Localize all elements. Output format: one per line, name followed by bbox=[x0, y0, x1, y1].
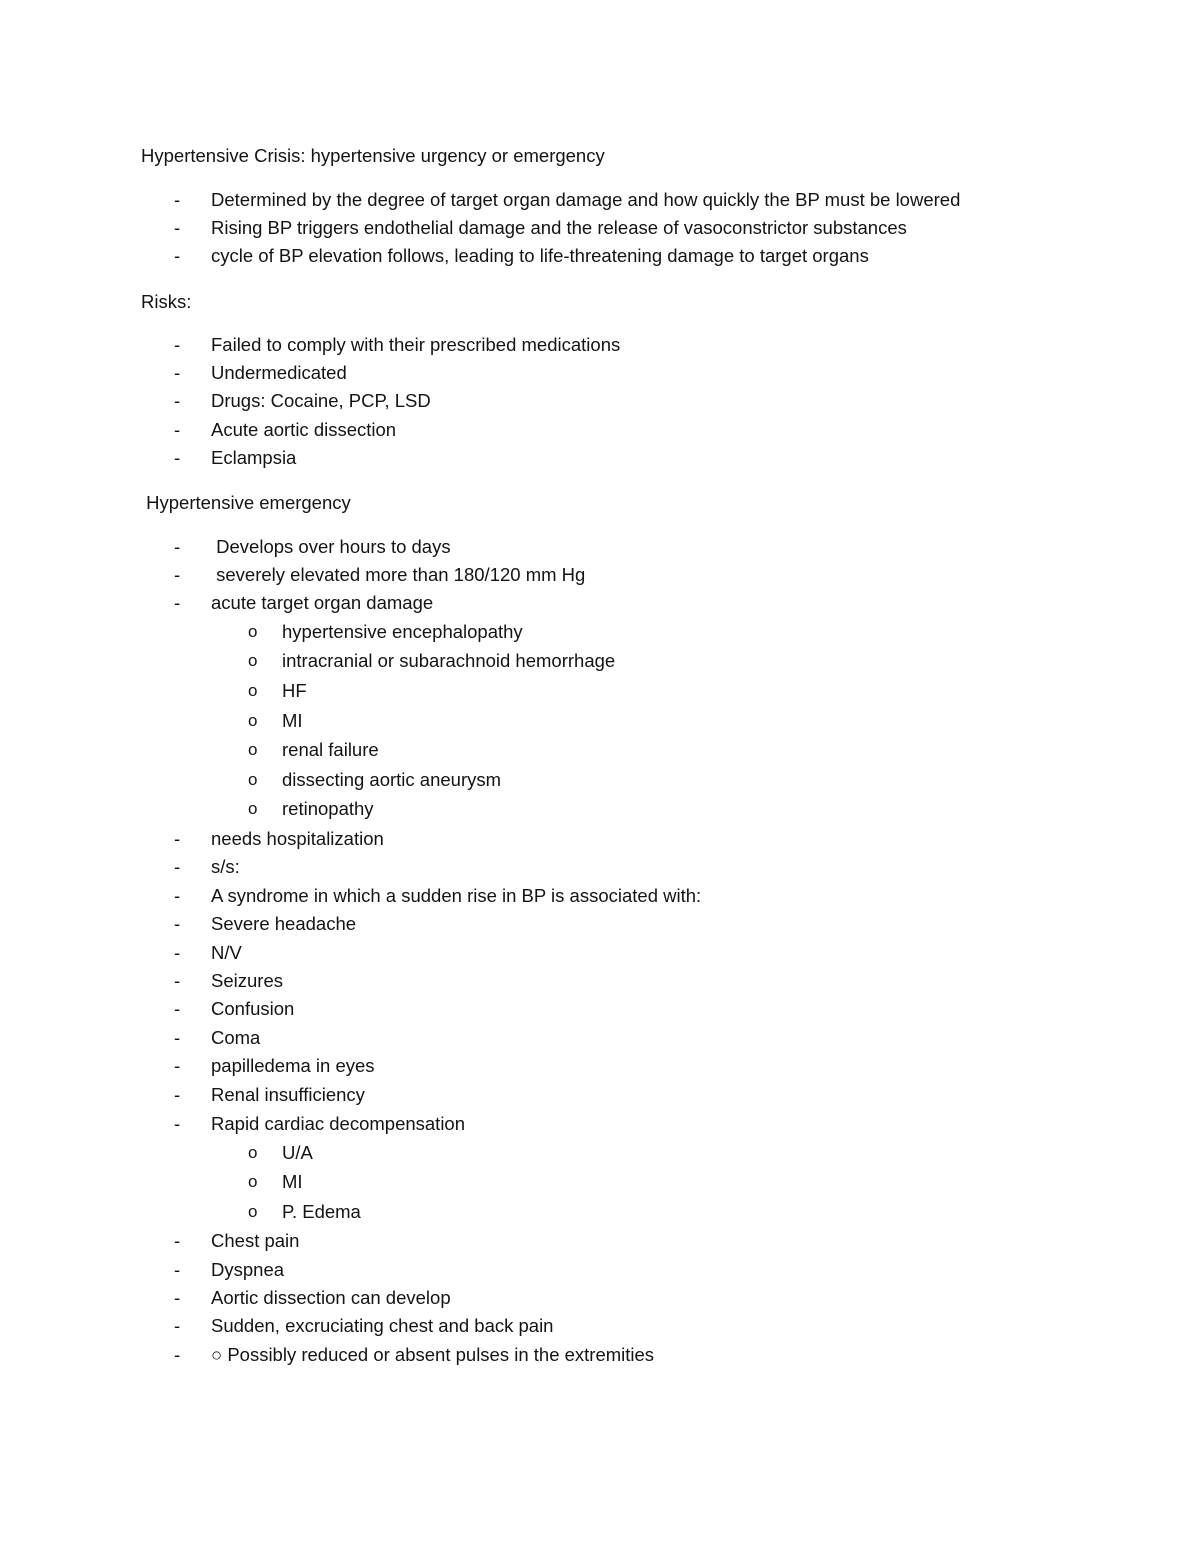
list-item-text: Dyspnea bbox=[211, 1259, 285, 1280]
dash-bullet: - bbox=[174, 217, 181, 238]
list-item-text: Sudden, excruciating chest and back pain bbox=[211, 1315, 554, 1336]
list-item-text: Chest pain bbox=[211, 1230, 300, 1251]
heading-hypertensive-crisis: Hypertensive Crisis: hypertensive urgency or emergency bbox=[141, 145, 605, 166]
dash-bullet: - bbox=[174, 189, 181, 210]
dash-bullet: - bbox=[174, 334, 181, 355]
circle-bullet: o bbox=[248, 711, 258, 730]
circle-bullet: o bbox=[248, 799, 258, 818]
list-item-text: severely elevated more than 180/120 mm Hg bbox=[211, 564, 586, 585]
dash-bullet: - bbox=[174, 1344, 181, 1365]
circle-bullet: o bbox=[248, 651, 258, 670]
list-item-text: papilledema in eyes bbox=[211, 1055, 375, 1076]
circle-bullet: o bbox=[248, 740, 258, 759]
sub-list-item-text: intracranial or subarachnoid hemorrhage bbox=[282, 650, 616, 671]
dash-bullet: - bbox=[174, 564, 181, 585]
dash-bullet: - bbox=[174, 390, 181, 411]
dash-bullet: - bbox=[174, 970, 181, 991]
list-item-text: Develops over hours to days bbox=[211, 536, 451, 557]
dash-bullet: - bbox=[174, 856, 181, 877]
dash-bullet: - bbox=[174, 1055, 181, 1076]
dash-bullet: - bbox=[174, 1027, 181, 1048]
sub-list-item-text: retinopathy bbox=[282, 798, 374, 819]
list-item-text: Aortic dissection can develop bbox=[211, 1287, 451, 1308]
list-item-text: Acute aortic dissection bbox=[211, 419, 397, 440]
dash-bullet: - bbox=[174, 885, 181, 906]
dash-bullet: - bbox=[174, 998, 181, 1019]
sub-list-item-text: MI bbox=[282, 710, 303, 731]
list-item-text: ○ Possibly reduced or absent pulses in the extremities bbox=[211, 1344, 655, 1365]
circle-bullet: o bbox=[248, 681, 258, 700]
sub-list-item-text: hypertensive encephalopathy bbox=[282, 621, 523, 642]
dash-bullet: - bbox=[174, 1113, 181, 1134]
circle-bullet: o bbox=[248, 622, 258, 641]
list-item-text: Rising BP triggers endothelial damage and the release of vasoconstrictor substances bbox=[211, 217, 907, 238]
dash-bullet: - bbox=[174, 536, 181, 557]
dash-bullet: - bbox=[174, 1315, 181, 1336]
dash-bullet: - bbox=[174, 592, 181, 613]
dash-bullet: - bbox=[174, 447, 181, 468]
dash-bullet: - bbox=[174, 913, 181, 934]
heading-risks: Risks: bbox=[141, 291, 192, 312]
dash-bullet: - bbox=[174, 1259, 181, 1280]
dash-bullet: - bbox=[174, 1287, 181, 1308]
dash-bullet: - bbox=[174, 942, 181, 963]
dash-bullet: - bbox=[174, 828, 181, 849]
sub-list-item-text: dissecting aortic aneurysm bbox=[282, 769, 502, 790]
dash-bullet: - bbox=[174, 419, 181, 440]
circle-bullet: o bbox=[248, 1202, 258, 1221]
heading-hypertensive-emergency: Hypertensive emergency bbox=[141, 492, 351, 513]
list-item-text: acute target organ damage bbox=[211, 592, 434, 613]
list-item-text: Confusion bbox=[211, 998, 295, 1019]
circle-bullet: o bbox=[248, 1172, 258, 1191]
list-item-text: Coma bbox=[211, 1027, 261, 1048]
list-item-text: Renal insufficiency bbox=[211, 1084, 365, 1105]
list-item-text: Failed to comply with their prescribed medications bbox=[211, 334, 621, 355]
sub-list-item-text: U/A bbox=[282, 1142, 313, 1163]
list-item-text: Rapid cardiac decompensation bbox=[211, 1113, 466, 1134]
list-item-text: needs hospitalization bbox=[211, 828, 384, 849]
dash-bullet: - bbox=[174, 1084, 181, 1105]
circle-bullet: o bbox=[248, 770, 258, 789]
sub-list-item-text: P. Edema bbox=[282, 1201, 361, 1222]
sub-list-item-text: renal failure bbox=[282, 739, 379, 760]
dash-bullet: - bbox=[174, 245, 181, 266]
list-item-text: Severe headache bbox=[211, 913, 357, 934]
list-item-text: A syndrome in which a sudden rise in BP is associated with: bbox=[211, 885, 702, 906]
list-item-text: Seizures bbox=[211, 970, 283, 991]
dash-bullet: - bbox=[174, 1230, 181, 1251]
list-item-text: cycle of BP elevation follows, leading to life-threatening damage to target organs bbox=[211, 245, 869, 266]
list-item-text: N/V bbox=[211, 942, 242, 963]
sub-list-item-text: HF bbox=[282, 680, 307, 701]
list-item-text: Eclampsia bbox=[211, 447, 297, 468]
circle-bullet: o bbox=[248, 1143, 258, 1162]
list-item-text: Undermedicated bbox=[211, 362, 347, 383]
dash-bullet: - bbox=[174, 362, 181, 383]
list-item-text: Determined by the degree of target organ damage and how quickly the BP must be lowered bbox=[211, 189, 961, 210]
list-item-text: s/s: bbox=[211, 856, 240, 877]
list-item-text: Drugs: Cocaine, PCP, LSD bbox=[211, 390, 431, 411]
sub-list-item-text: MI bbox=[282, 1171, 303, 1192]
